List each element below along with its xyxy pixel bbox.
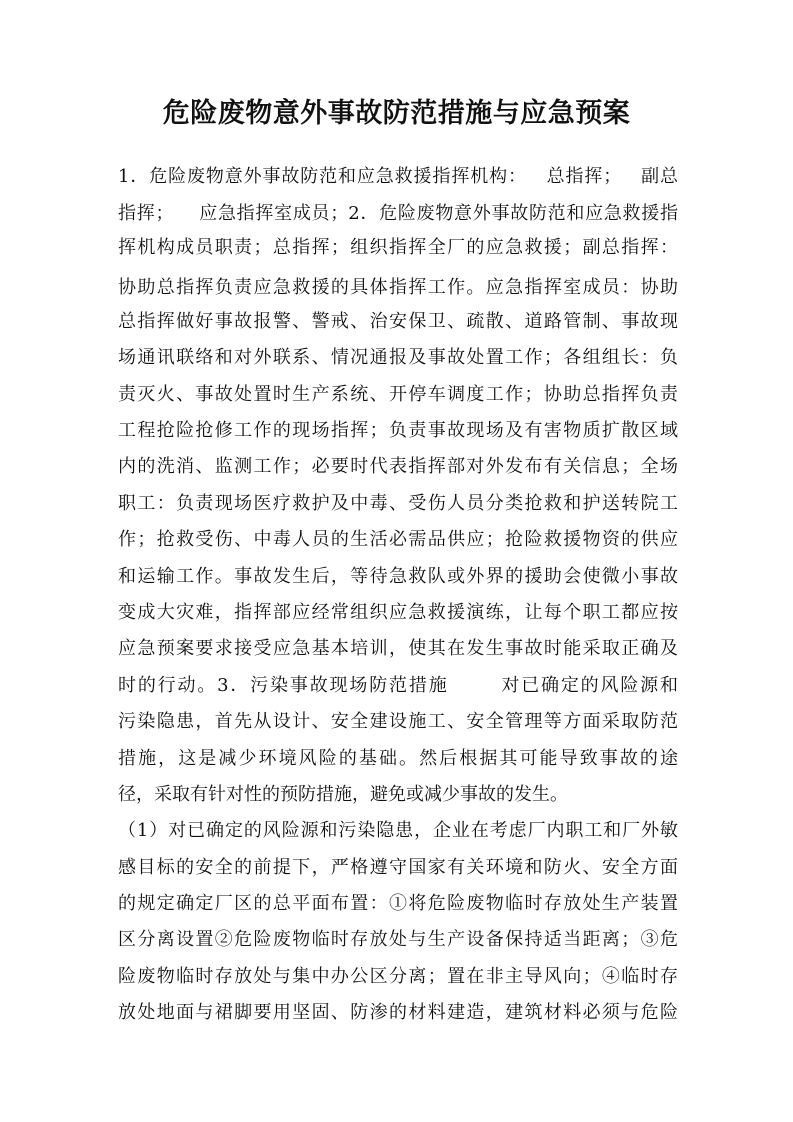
body-line: 工程抢险抢修工作的现场指挥；负责事故现场及有害物质扩散区域 (118, 420, 678, 441)
body-line: 的规定确定厂区的总平面布置：①将危险废物临时存放处生产装置 (118, 893, 678, 914)
body-line: （1）对已确定的风险源和污染隐患，企业在考虑厂内职工和厂外敏 (118, 820, 678, 841)
body-line: 应急预案要求接受应急基本培训，使其在发生事故时能采取正确及 (118, 638, 678, 659)
body-line: 责灭火、事故处置时生产系统、开停车调度工作；协助总指挥负责 (118, 384, 678, 405)
body-line: 1．危险废物意外事故防范和应急救援指挥机构： 总指挥； 副总 (118, 166, 678, 187)
body-line: 险废物临时存放处与集中办公区分离；置在非主导风向；④临时存 (118, 966, 678, 987)
body-line: 作；抢救受伤、中毒人员的生活必需品供应；抢险救援物资的供应 (118, 529, 678, 550)
body-line: 径，采取有针对性的预防措施，避免或减少事故的发生。 (118, 784, 568, 805)
body-line: 挥机构成员职责；总指挥；组织指挥全厂的应急救援；副总指挥： (118, 237, 678, 258)
body-line: 和运输工作。事故发生后，等待急救队或外界的援助会使微小事故 (118, 566, 678, 587)
body-line: 协助总指挥负责应急救援的具体指挥工作。应急指挥室成员：协助 (118, 277, 678, 298)
body-line: 职工：负责现场医疗救护及中毒、受伤人员分类抢救和护送转院工 (118, 493, 678, 514)
body-line: 场通讯联络和对外联系、情况通报及事故处置工作；各组组长：负 (118, 347, 678, 368)
body-line: 区分离设置②危险废物临时存放处与生产设备保持适当距离；③危 (118, 929, 678, 950)
body-line: 时的行动。3．污染事故现场防范措施 对已确定的风险源和 (118, 675, 678, 696)
body-line: 措施，这是减少环境风险的基础。然后根据其可能导致事故的途 (118, 748, 678, 769)
document-title: 危险废物意外事故防范措施与应急预案 (162, 98, 631, 129)
body-line: 变成大灾难，指挥部应经常组织应急救援演练，让每个职工都应按 (118, 602, 678, 623)
body-line: 污染隐患，首先从设计、安全建设施工、安全管理等方面采取防范 (118, 711, 678, 732)
body-line: 内的洗消、监测工作；必要时代表指挥部对外发布有关信息；全场 (118, 456, 678, 477)
body-line: 感目标的安全的前提下，严格遵守国家有关环境和防火、安全方面 (118, 857, 678, 878)
body-line: 指挥； 应急指挥室成员；2．危险废物意外事故防范和应急救援指 (118, 203, 678, 224)
body-line: 放处地面与裙脚要用坚固、防渗的材料建造，建筑材料必须与危险 (118, 1002, 678, 1023)
body-line: 总指挥做好事故报警、警戒、治安保卫、疏散、道路管制、事故现 (118, 311, 678, 332)
